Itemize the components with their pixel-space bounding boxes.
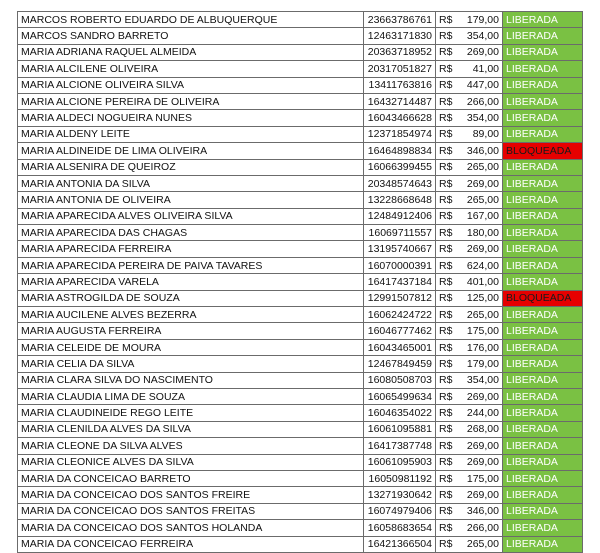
name-cell: MARIA DA CONCEICAO DOS SANTOS HOLANDA xyxy=(18,520,364,536)
name-cell: MARIA ALCIONE OLIVEIRA SILVA xyxy=(18,77,364,93)
id-cell: 16062424722 xyxy=(364,307,436,323)
currency-cell: R$ xyxy=(436,225,458,241)
name-cell: MARIA ANTONIA DE OLIVEIRA xyxy=(18,192,364,208)
name-cell: MARIA ALCILENE OLIVEIRA xyxy=(18,61,364,77)
id-cell: 20317051827 xyxy=(364,61,436,77)
currency-cell: R$ xyxy=(436,405,458,421)
name-cell: MARIA CLARA SILVA DO NASCIMENTO xyxy=(18,372,364,388)
status-badge: LIBERADA xyxy=(503,28,583,44)
amount-cell: 41,00 xyxy=(458,61,503,77)
currency-cell: R$ xyxy=(436,28,458,44)
table-row xyxy=(18,503,583,519)
amount-cell: 179,00 xyxy=(458,12,503,28)
amount-cell: 179,00 xyxy=(458,356,503,372)
table-row xyxy=(18,12,583,28)
currency-cell: R$ xyxy=(436,372,458,388)
amount-cell: 269,00 xyxy=(458,487,503,503)
status-badge: LIBERADA xyxy=(503,175,583,191)
id-cell: 16464898834 xyxy=(364,143,436,159)
name-cell: MARIA CLENILDA ALVES DA SILVA xyxy=(18,421,364,437)
currency-cell: R$ xyxy=(436,208,458,224)
amount-cell: 269,00 xyxy=(458,438,503,454)
status-badge: LIBERADA xyxy=(503,241,583,257)
currency-cell: R$ xyxy=(436,290,458,306)
table-row xyxy=(18,77,583,93)
status-badge: LIBERADA xyxy=(503,323,583,339)
id-cell: 20348574643 xyxy=(364,175,436,191)
table-row xyxy=(18,536,583,552)
id-cell: 16069711557 xyxy=(364,225,436,241)
table-row xyxy=(18,290,583,306)
id-cell: 12371854974 xyxy=(364,126,436,142)
name-cell: MARIA CLEONICE ALVES DA SILVA xyxy=(18,454,364,470)
name-cell: MARIA ANTONIA DA SILVA xyxy=(18,175,364,191)
table-row xyxy=(18,323,583,339)
name-cell: MARCOS ROBERTO EDUARDO DE ALBUQUERQUE xyxy=(18,12,364,28)
status-badge: LIBERADA xyxy=(503,110,583,126)
amount-cell: 265,00 xyxy=(458,307,503,323)
name-cell: MARIA APARECIDA FERREIRA xyxy=(18,241,364,257)
currency-cell: R$ xyxy=(436,536,458,552)
id-cell: 16074979406 xyxy=(364,503,436,519)
currency-cell: R$ xyxy=(436,520,458,536)
amount-cell: 268,00 xyxy=(458,421,503,437)
name-cell: MARIA ALSENIRA DE QUEIROZ xyxy=(18,159,364,175)
name-cell: MARIA ALCIONE PEREIRA DE OLIVEIRA xyxy=(18,93,364,109)
name-cell: MARIA ALDECI NOGUEIRA NUNES xyxy=(18,110,364,126)
id-cell: 12467849459 xyxy=(364,356,436,372)
table-row xyxy=(18,257,583,273)
table-row xyxy=(18,110,583,126)
amount-cell: 266,00 xyxy=(458,520,503,536)
status-badge: LIBERADA xyxy=(503,536,583,552)
name-cell: MARIA ADRIANA RAQUEL ALMEIDA xyxy=(18,44,364,60)
currency-cell: R$ xyxy=(436,175,458,191)
currency-cell: R$ xyxy=(436,143,458,159)
amount-cell: 401,00 xyxy=(458,274,503,290)
status-badge: LIBERADA xyxy=(503,159,583,175)
currency-cell: R$ xyxy=(436,192,458,208)
name-cell: MARIA DA CONCEICAO DOS SANTOS FREITAS xyxy=(18,503,364,519)
currency-cell: R$ xyxy=(436,110,458,126)
status-badge: LIBERADA xyxy=(503,356,583,372)
table-row xyxy=(18,356,583,372)
name-cell: MARIA AUGUSTA FERREIRA xyxy=(18,323,364,339)
table-row xyxy=(18,339,583,355)
name-cell: MARIA APARECIDA PEREIRA DE PAIVA TAVARES xyxy=(18,257,364,273)
status-badge: LIBERADA xyxy=(503,44,583,60)
amount-cell: 175,00 xyxy=(458,470,503,486)
table-row xyxy=(18,126,583,142)
amount-cell: 266,00 xyxy=(458,93,503,109)
status-badge: LIBERADA xyxy=(503,77,583,93)
currency-cell: R$ xyxy=(436,61,458,77)
amount-cell: 265,00 xyxy=(458,159,503,175)
amount-cell: 447,00 xyxy=(458,77,503,93)
status-badge: LIBERADA xyxy=(503,208,583,224)
currency-cell: R$ xyxy=(436,93,458,109)
currency-cell: R$ xyxy=(436,470,458,486)
id-cell: 12484912406 xyxy=(364,208,436,224)
amount-cell: 265,00 xyxy=(458,192,503,208)
currency-cell: R$ xyxy=(436,503,458,519)
amount-cell: 269,00 xyxy=(458,44,503,60)
table-row xyxy=(18,192,583,208)
id-cell: 16080508703 xyxy=(364,372,436,388)
table-row xyxy=(18,487,583,503)
id-cell: 23663786761 xyxy=(364,12,436,28)
name-cell: MARIA DA CONCEICAO BARRETO xyxy=(18,470,364,486)
spreadsheet-table xyxy=(17,11,583,553)
id-cell: 12463171830 xyxy=(364,28,436,44)
table-row xyxy=(18,61,583,77)
table-row xyxy=(18,241,583,257)
id-cell: 16050981192 xyxy=(364,470,436,486)
status-badge: LIBERADA xyxy=(503,503,583,519)
currency-cell: R$ xyxy=(436,274,458,290)
amount-cell: 354,00 xyxy=(458,372,503,388)
table-row xyxy=(18,454,583,470)
id-cell: 16066399455 xyxy=(364,159,436,175)
currency-cell: R$ xyxy=(436,307,458,323)
status-badge: LIBERADA xyxy=(503,61,583,77)
status-badge: LIBERADA xyxy=(503,438,583,454)
id-cell: 13228668648 xyxy=(364,192,436,208)
amount-cell: 175,00 xyxy=(458,323,503,339)
name-cell: MARIA APARECIDA DAS CHAGAS xyxy=(18,225,364,241)
status-badge: LIBERADA xyxy=(503,470,583,486)
currency-cell: R$ xyxy=(436,126,458,142)
table-row xyxy=(18,93,583,109)
id-cell: 16043465001 xyxy=(364,339,436,355)
currency-cell: R$ xyxy=(436,421,458,437)
amount-cell: 125,00 xyxy=(458,290,503,306)
amount-cell: 244,00 xyxy=(458,405,503,421)
id-cell: 16421366504 xyxy=(364,536,436,552)
id-cell: 16046354022 xyxy=(364,405,436,421)
status-badge: LIBERADA xyxy=(503,339,583,355)
status-badge: LIBERADA xyxy=(503,405,583,421)
name-cell: MARIA ALDENY LEITE xyxy=(18,126,364,142)
status-badge: LIBERADA xyxy=(503,388,583,404)
status-badge: LIBERADA xyxy=(503,225,583,241)
status-badge: LIBERADA xyxy=(503,257,583,273)
table-row xyxy=(18,470,583,486)
id-cell: 16058683654 xyxy=(364,520,436,536)
currency-cell: R$ xyxy=(436,12,458,28)
table-row xyxy=(18,438,583,454)
amount-cell: 624,00 xyxy=(458,257,503,273)
status-badge: LIBERADA xyxy=(503,192,583,208)
amount-cell: 269,00 xyxy=(458,388,503,404)
name-cell: MARIA ASTROGILDA DE SOUZA xyxy=(18,290,364,306)
table-row xyxy=(18,388,583,404)
amount-cell: 354,00 xyxy=(458,110,503,126)
amount-cell: 89,00 xyxy=(458,126,503,142)
id-cell: 13195740667 xyxy=(364,241,436,257)
table-row xyxy=(18,28,583,44)
status-badge: BLOQUEADA xyxy=(503,290,583,306)
name-cell: MARIA APARECIDA VARELA xyxy=(18,274,364,290)
status-badge: LIBERADA xyxy=(503,274,583,290)
id-cell: 16070000391 xyxy=(364,257,436,273)
name-cell: MARIA AUCILENE ALVES BEZERRA xyxy=(18,307,364,323)
amount-cell: 346,00 xyxy=(458,143,503,159)
currency-cell: R$ xyxy=(436,77,458,93)
status-badge: LIBERADA xyxy=(503,12,583,28)
amount-cell: 180,00 xyxy=(458,225,503,241)
currency-cell: R$ xyxy=(436,487,458,503)
currency-cell: R$ xyxy=(436,339,458,355)
name-cell: MARIA CELEIDE DE MOURA xyxy=(18,339,364,355)
table-row xyxy=(18,274,583,290)
id-cell: 16065499634 xyxy=(364,388,436,404)
table-body xyxy=(18,12,583,553)
status-badge: LIBERADA xyxy=(503,520,583,536)
name-cell: MARIA CLEONE DA SILVA ALVES xyxy=(18,438,364,454)
amount-cell: 269,00 xyxy=(458,175,503,191)
id-cell: 16417437184 xyxy=(364,274,436,290)
table-row xyxy=(18,143,583,159)
table-row xyxy=(18,44,583,60)
status-badge: LIBERADA xyxy=(503,372,583,388)
name-cell: MARIA CELIA DA SILVA xyxy=(18,356,364,372)
table-row xyxy=(18,225,583,241)
name-cell: MARIA APARECIDA ALVES OLIVEIRA SILVA xyxy=(18,208,364,224)
amount-cell: 167,00 xyxy=(458,208,503,224)
currency-cell: R$ xyxy=(436,356,458,372)
table-row xyxy=(18,175,583,191)
name-cell: MARIA ALDINEIDE DE LIMA OLIVEIRA xyxy=(18,143,364,159)
name-cell: MARIA DA CONCEICAO DOS SANTOS FREIRE xyxy=(18,487,364,503)
name-cell: MARIA CLAUDINEIDE REGO LEITE xyxy=(18,405,364,421)
table-row xyxy=(18,520,583,536)
status-badge: LIBERADA xyxy=(503,126,583,142)
name-cell: MARCOS SANDRO BARRETO xyxy=(18,28,364,44)
amount-cell: 269,00 xyxy=(458,454,503,470)
status-badge: LIBERADA xyxy=(503,93,583,109)
table-row xyxy=(18,405,583,421)
table-row xyxy=(18,159,583,175)
name-cell: MARIA DA CONCEICAO FERREIRA xyxy=(18,536,364,552)
name-cell: MARIA CLAUDIA LIMA DE SOUZA xyxy=(18,388,364,404)
id-cell: 16417387748 xyxy=(364,438,436,454)
currency-cell: R$ xyxy=(436,159,458,175)
table-row xyxy=(18,421,583,437)
table-row xyxy=(18,372,583,388)
id-cell: 12991507812 xyxy=(364,290,436,306)
currency-cell: R$ xyxy=(436,257,458,273)
id-cell: 13411763816 xyxy=(364,77,436,93)
table-row xyxy=(18,307,583,323)
currency-cell: R$ xyxy=(436,323,458,339)
status-badge: LIBERADA xyxy=(503,307,583,323)
currency-cell: R$ xyxy=(436,438,458,454)
amount-cell: 346,00 xyxy=(458,503,503,519)
status-badge: BLOQUEADA xyxy=(503,143,583,159)
id-cell: 13271930642 xyxy=(364,487,436,503)
amount-cell: 176,00 xyxy=(458,339,503,355)
id-cell: 16061095881 xyxy=(364,421,436,437)
id-cell: 16061095903 xyxy=(364,454,436,470)
currency-cell: R$ xyxy=(436,454,458,470)
status-badge: LIBERADA xyxy=(503,487,583,503)
id-cell: 20363718952 xyxy=(364,44,436,60)
table-row xyxy=(18,208,583,224)
id-cell: 16432714487 xyxy=(364,93,436,109)
currency-cell: R$ xyxy=(436,241,458,257)
status-badge: LIBERADA xyxy=(503,421,583,437)
amount-cell: 354,00 xyxy=(458,28,503,44)
currency-cell: R$ xyxy=(436,44,458,60)
id-cell: 16043466628 xyxy=(364,110,436,126)
id-cell: 16046777462 xyxy=(364,323,436,339)
currency-cell: R$ xyxy=(436,388,458,404)
amount-cell: 269,00 xyxy=(458,241,503,257)
status-badge: LIBERADA xyxy=(503,454,583,470)
amount-cell: 265,00 xyxy=(458,536,503,552)
